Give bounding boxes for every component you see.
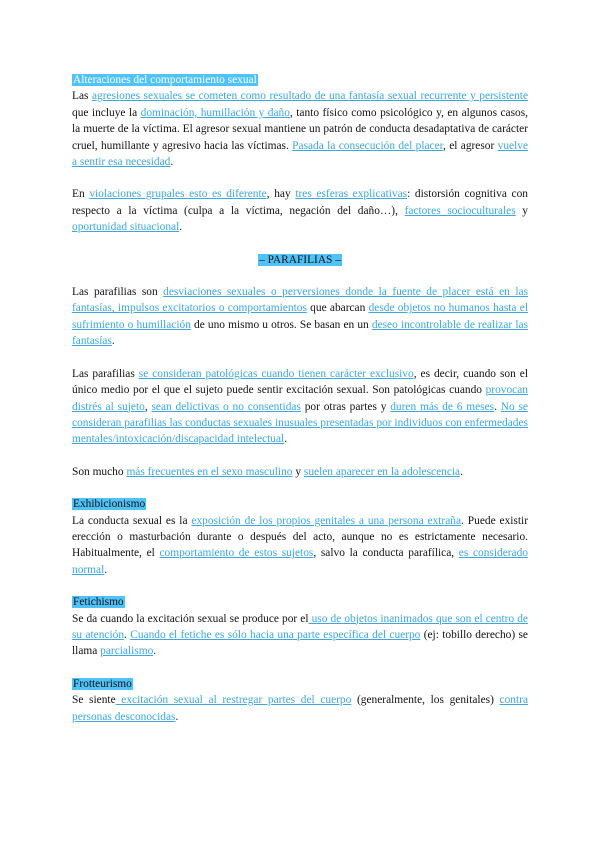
subheading-fetichismo	[72, 594, 528, 610]
text: .	[170, 156, 174, 169]
highlighted-phrase: contra personas desconocidas	[72, 694, 529, 723]
highlighted-phrase: duren más de 6 meses	[390, 400, 495, 413]
text: , hay	[266, 188, 296, 201]
text: Se siente	[72, 694, 116, 707]
subheading-highlight: Fetichismo	[73, 596, 124, 609]
highlighted-phrase: comportamiento de estos sujetos	[159, 547, 314, 560]
text: .	[460, 465, 463, 478]
highlighted-phrase: Cuando el fetiche es sólo hacia una parte específica del cuerpo	[130, 628, 421, 641]
paragraph-fetichismo	[72, 611, 528, 660]
text: que abarcan	[306, 302, 369, 315]
text: Las parafilias son	[72, 286, 164, 299]
text: .	[111, 335, 115, 348]
highlighted-phrase: agresiones sexuales se cometen como resultado de una fantasía sexual recurrente y persistente	[91, 90, 529, 103]
highlighted-phrase: sean delictivas o no consentidas	[151, 400, 301, 413]
highlighted-phrase: No se consideran parafilias las conductas sexuales inusuales presentadas por individuos con enfermedades mentales/intoxicación/discapacidad intelectual	[72, 400, 528, 446]
subheading-exhibicionismo	[72, 496, 528, 512]
highlighted-phrase: factores socioculturales	[404, 204, 516, 217]
text: que incluye la	[72, 106, 141, 119]
paragraph-patologicas	[72, 366, 528, 448]
highlighted-phrase: excitación sexual al restregar partes del cuerpo	[115, 694, 352, 707]
subheading-highlight: Exhibicionismo	[73, 498, 146, 511]
subheading-highlight: Frotteurismo	[73, 677, 132, 690]
text: .	[494, 400, 501, 413]
paragraph-frotteurismo	[72, 692, 528, 725]
highlighted-phrase: más frecuentes en el sexo masculino	[126, 465, 293, 478]
text: En	[72, 188, 90, 201]
text: , salvo la conducta parafílica,	[313, 547, 459, 560]
text: .	[104, 563, 108, 576]
section-title-highlight: – PARAFILIAS –	[259, 253, 341, 266]
text: y	[292, 465, 304, 478]
highlighted-phrase: provocan distrés al sujeto	[72, 384, 528, 413]
text: ,	[144, 400, 152, 413]
text: , el agresor	[443, 139, 498, 152]
page-heading	[72, 72, 528, 88]
paragraph-exhibicionismo	[72, 513, 528, 579]
text: de uno mismo u otros. Se basan en un	[190, 318, 372, 331]
highlighted-phrase: Pasada la consecución del placer	[292, 139, 443, 152]
highlighted-phrase: desviaciones sexuales o perversiones donde la fuente de placer está en las fantasías, impulsos excitatorios o comportamientos	[72, 286, 528, 315]
text: .	[124, 628, 131, 641]
highlighted-phrase: suelen aparecer en la adolescencia	[303, 465, 461, 478]
text: (ej: tobillo derecho) se llama	[72, 628, 528, 658]
text: Se da cuando la excitación sexual se produce por el	[72, 612, 309, 625]
highlighted-phrase: violaciones grupales esto es diferente	[89, 188, 267, 201]
highlighted-phrase: parcialismo	[100, 645, 154, 658]
document-body	[72, 72, 528, 725]
text: por otras partes y	[300, 400, 391, 413]
text: , tanto físico como psicológico y, en algunos casos, la muerte de la víctima. El agresor sexual mantiene un patrón de conducta desadaptativa de carácter cruel, humillante y agresivo hacia las víctimas.	[72, 106, 528, 152]
section-title	[72, 252, 528, 268]
text: : distorsión cognitiva con respecto a la víctima (culpa a la víctima, negación del daño…),	[72, 188, 528, 217]
subheading-frotteurismo	[72, 676, 528, 692]
text: Las	[72, 90, 92, 103]
highlighted-phrase: vuelve a sentir esa necesidad	[72, 139, 529, 169]
paragraph-agresiones	[72, 88, 528, 170]
highlighted-phrase: desde objetos no humanos hasta el sufrimiento o humillación	[72, 302, 528, 331]
text: .	[153, 645, 157, 658]
text: .	[175, 710, 179, 723]
highlighted-phrase: oportunidad situacional	[72, 221, 180, 234]
paragraph-violaciones	[72, 186, 528, 235]
highlighted-phrase: uso de objetos inanimados que son el centro de su atención	[72, 612, 528, 641]
paragraph-parafilias-def	[72, 284, 528, 350]
text: (generalmente, los genitales)	[351, 694, 500, 707]
highlighted-phrase: dominación, humillación y daño	[140, 106, 290, 119]
highlighted-phrase: se consideran patológicas cuando tienen carácter exclusivo	[138, 367, 414, 380]
text: .	[179, 221, 183, 234]
heading-highlight: Alteraciones del comportamiento sexual	[73, 74, 257, 86]
highlighted-phrase: deseo incontrolable de realizar las fantasías	[72, 318, 528, 348]
text: , es decir, cuando son el único medio por el que el sujeto puede sentir excitación sexual. Son patológicas cuando	[72, 367, 528, 397]
text: . Puede existir erección o masturbación durante o después del acto, aunque no es estrictamente necesario. Habitualmente, el	[72, 514, 528, 560]
highlighted-phrase: exposición de los propios genitales a una persona extraña	[191, 514, 462, 527]
highlighted-phrase: es considerado normal	[72, 547, 528, 576]
paragraph-frecuencia	[72, 464, 528, 480]
text: y	[515, 204, 528, 217]
text: Las parafilias	[72, 367, 139, 380]
text: La conducta sexual es la	[72, 514, 192, 527]
text: .	[284, 433, 288, 446]
text: Son mucho	[72, 465, 127, 478]
highlighted-phrase: tres esferas explicativas	[295, 188, 408, 201]
